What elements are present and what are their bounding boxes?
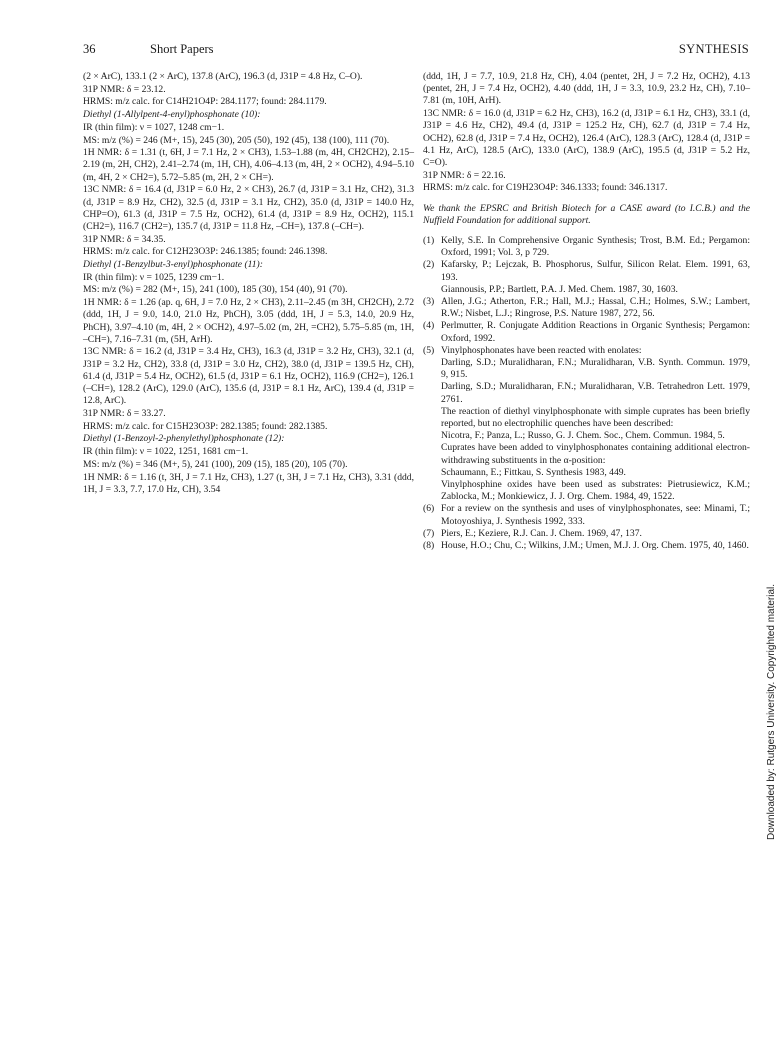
right-column <box>423 71 750 552</box>
reference-line: Schaumann, E.; Fittkau, S. Synthesis 1983, 449. <box>441 466 626 478</box>
reference-number: (4) <box>423 320 435 332</box>
reference-body <box>441 235 750 259</box>
right-paragraph: 31P NMR: δ = 22.16. <box>423 169 506 181</box>
reference-body <box>441 540 750 552</box>
right-paragraph: HRMS: m/z calc. for C19H23O4P: 346.1333; found: 346.1317. <box>423 182 668 194</box>
reference-item <box>423 345 750 504</box>
left-compound-title: Diethyl (1-Benzylbut-3-enyl)phosphonate (11): <box>83 259 263 271</box>
reference-line: Allen, J.G.; Atherton, F.R.; Hall, M.J.; Hassal, C.H.; Holmes, S.W.; Lambert, R.W.; Nisbet, L.J.; Ringrose, P.S. Nature 1987, 272, 56. <box>441 295 750 320</box>
page-number: 36 <box>83 42 96 56</box>
left-paragraph: 1H NMR: δ = 1.31 (t, 6H, J = 7.1 Hz, 2 × CH3), 1.53–1.88 (m, 4H, CH2CH2), 2.15–2.19 (m, 2H, CH2), 2.41–2.74 (m, 1H, CH), 4.06–4.13 (m, 4H, 2 × OCH2), 4.94–5.10 (m, 4H, 2 × CH2=), 5.72–5.85 (m, 2H, 2 × CH=). <box>83 147 414 183</box>
reference-number: (6) <box>423 503 435 515</box>
reference-line: Vinylphosphine oxides have been used as substrates: Pietrusiewicz, K.M.; Zablocka, M.; Monkiewicz, J. J. Org. Chem. 1984, 49, 1522. <box>441 479 750 503</box>
reference-line: Nicotra, F.; Panza, L.; Russo, G. J. Chem. Soc., Chem. Commun. 1984, 5. <box>441 430 725 442</box>
reference-item <box>423 528 750 540</box>
journal-name: SYNTHESIS <box>678 42 749 56</box>
reference-line: House, H.O.; Chu, C.; Wilkins, J.M.; Umen, M.J. J. Org. Chem. 1975, 40, 1460. <box>441 540 749 552</box>
left-paragraph: IR (thin film): ν = 1022, 1251, 1681 cm−1. <box>83 446 249 458</box>
acknowledgement: We thank the EPSRC and British Biotech for a CASE award (to I.C.B.) and the Nuffield Foundation for additional support. <box>423 202 750 226</box>
reference-number: (5) <box>423 344 435 356</box>
reference-number: (3) <box>423 295 435 307</box>
reference-line: For a review on the synthesis and uses of vinylphosphonates, see: Minami, T.; Motoyoshiya, J. Synthesis 1992, 333. <box>441 503 750 527</box>
left-compound-title: Diethyl (1-Benzoyl-2-phenylethyl)phosphonate (12): <box>83 433 285 445</box>
left-column <box>83 71 414 496</box>
reference-line: Vinylphosphonates have been reacted with enolates: <box>441 344 642 356</box>
left-paragraph: 31P NMR: δ = 23.12. <box>83 83 166 95</box>
reference-line: Darling, S.D.; Muralidharan, F.N.; Muralidharan, V.B. Tetrahedron Lett. 1979, 2761. <box>441 381 750 405</box>
reference-number: (7) <box>423 527 435 539</box>
reference-line: The reaction of diethyl vinylphosphonate with simple cuprates has been briefly reported, but no electrophilic quenches have been described: <box>441 405 750 429</box>
reference-line: Darling, S.D.; Muralidharan, F.N.; Muralidharan, V.B. Synth. Commun. 1979, 9, 915. <box>441 356 750 381</box>
references-list <box>423 235 750 552</box>
reference-body <box>441 345 750 504</box>
reference-body <box>441 320 750 344</box>
reference-number: (2) <box>423 259 435 271</box>
left-paragraph: HRMS: m/z calc. for C15H23O3P: 282.1385; found: 282.1385. <box>83 420 328 432</box>
left-paragraph: IR (thin film): ν = 1025, 1239 cm−1. <box>83 271 225 283</box>
download-notice <box>766 583 777 850</box>
reference-item <box>423 320 750 344</box>
left-paragraph: HRMS: m/z calc. for C14H21O4P: 284.1177; found: 284.1179. <box>83 96 327 108</box>
reference-item <box>423 235 750 259</box>
right-paragraph: (ddd, 1H, J = 7.7, 10.9, 21.8 Hz, CH), 4.04 (pentet, 2H, J = 7.2 Hz, OCH2), 4.13 (pentet, 2H, J = 7.4 Hz, OCH2), 4.40 (ddd, 1H, J = 3.3, 10.9, 23.2 Hz, CH), 7.10–7.81 (m, 10H, ArH). <box>423 71 750 107</box>
left-paragraph: 13C NMR: δ = 16.4 (d, J31P = 6.0 Hz, 2 × CH3), 26.7 (d, J31P = 3.1 Hz, CH2), 31.3 (d, J31P = 8.9 Hz, CH2), 32.5 (d, J31P = 3.1 Hz, CH2), 35.0 (d, J31P = 140.0 Hz, CHP=O), 61.3 (d, J31P = 7.5 Hz, OCH2), 61.4 (d, J31P = 8.9 Hz, OCH2), 115.1 (CH2=), 116.7 (CH2=), 135.7 (d, J31P = 11.8 Hz, –CH=), 137.8 (–CH=). <box>83 184 414 232</box>
reference-body <box>441 528 750 540</box>
left-paragraph: MS: m/z (%) = 346 (M+, 5), 241 (100), 209 (15), 185 (20), 105 (70). <box>83 458 348 470</box>
left-paragraph: 31P NMR: δ = 33.27. <box>83 407 166 419</box>
reference-body <box>441 296 750 320</box>
reference-line: Piers, E.; Keziere, R.J. Can. J. Chem. 1969, 47, 137. <box>441 527 642 539</box>
reference-item <box>423 503 750 527</box>
left-paragraph: (2 × ArC), 133.1 (2 × ArC), 137.8 (ArC), 196.3 (d, J31P = 4.8 Hz, C–O). <box>83 71 363 82</box>
left-paragraph: HRMS: m/z calc. for C12H23O3P: 246.1385; found: 246.1398. <box>83 246 328 258</box>
reference-item <box>423 540 750 552</box>
left-paragraph: MS: m/z (%) = 282 (M+, 15), 241 (100), 185 (30), 154 (40), 91 (70). <box>83 284 348 296</box>
left-paragraph: MS: m/z (%) = 246 (M+, 15), 245 (30), 205 (50), 192 (45), 138 (100), 111 (70). <box>83 134 390 146</box>
right-paragraph: 13C NMR: δ = 16.0 (d, J31P = 6.2 Hz, CH3), 16.2 (d, J31P = 6.1 Hz, CH3), 33.1 (d, J31P = 4.6 Hz, CH2), 49.4 (d, J31P = 125.2 Hz, CH), 62.7 (d, J31P = 7.4 Hz, OCH2), 62.8 (d, J31P = 7.4 Hz, OCH2), 126.4 (ArC), 128.3 (ArC), 128.4 (d, J31P = 4.1 Hz, ArC), 128.5 (ArC), 133.0 (ArC), 138.9 (ArC), 195.5 (d, J31P = 5.2 Hz, C=O). <box>423 108 750 168</box>
left-paragraph: 31P NMR: δ = 34.35. <box>83 233 166 245</box>
left-compound-title: Diethyl (1-Allylpent-4-enyl)phosphonate (10): <box>83 109 261 121</box>
reference-line: Kelly, S.E. In Comprehensive Organic Synthesis; Trost, B.M. Ed.; Pergamon: Oxford, 1991; Vol. 3, p 729. <box>441 234 750 259</box>
left-paragraph: 1H NMR: δ = 1.16 (t, 3H, J = 7.1 Hz, CH3), 1.27 (t, 3H, J = 7.1 Hz, CH3), 3.31 (ddd, 1H, J = 3.3, 7.7, 17.0 Hz, CH), 3.54 <box>83 471 414 495</box>
reference-body <box>441 259 750 296</box>
reference-number: (8) <box>423 540 435 552</box>
reference-item <box>423 296 750 320</box>
reference-line: Cuprates have been added to vinylphosphonates containing additional electron-withdrawing substituents in the α-position: <box>441 442 750 466</box>
left-paragraph: 1H NMR: δ = 1.26 (ap. q, 6H, J = 7.0 Hz, 2 × CH3), 2.11–2.45 (m 3H, CH2CH), 2.72 (ddd, 1H, J = 9.0, 14.0, 21.0 Hz, PhCH), 3.05 (ddd, 1H, J = 5.3, 14.0, 20.9 Hz, PhCH), 3.97–4.10 (m, 4H, 2 × OCH2), 4.97–5.02 (m, 2H, =CH2), 5.75–5.85 (m, 1H, –CH=), 7.16–7.31 (m, (5H, ArH). <box>83 297 414 345</box>
right-column-body <box>423 71 750 195</box>
reference-line: Perlmutter, R. Conjugate Addition Reactions in Organic Synthesis; Pergamon: Oxford, 1992. <box>441 320 750 344</box>
reference-item <box>423 259 750 296</box>
reference-body <box>441 503 750 527</box>
reference-number: (1) <box>423 234 435 246</box>
left-paragraph: IR (thin film): ν = 1027, 1248 cm−1. <box>83 121 225 133</box>
reference-line: Giannousis, P.P.; Bartlett, P.A. J. Med. Chem. 1987, 30, 1603. <box>441 283 678 295</box>
left-paragraph: 13C NMR: δ = 16.2 (d, J31P = 3.4 Hz, CH3), 16.3 (d, J31P = 3.2 Hz, CH3), 32.1 (d, J31P = 3.2 Hz, CH2), 33.8 (d, J31P = 3.0 Hz, CH2), 38.0 (d, J31P = 139.5 Hz, CH), 61.4 (d, J31P = 5.4 Hz, OCH2), 61.5 (d, J31P = 6.1 Hz, OCH2), 116.9 (CH2=), 126.1 (–CH=), 128.2 (ArC), 129.0 (ArC), 135.6 (d, J31P = 8.1 Hz, ArC), 139.4 (d, J31P = 12.8, ArC). <box>83 346 414 407</box>
download-notice-text: Downloaded by: Rutgers University. Copyrighted material. <box>766 583 777 840</box>
reference-line: Kafarsky, P.; Lejczak, B. Phosphorus, Sulfur, Silicon Relat. Elem. 1991, 63, 193. <box>441 259 750 283</box>
section-title: Short Papers <box>150 42 214 56</box>
